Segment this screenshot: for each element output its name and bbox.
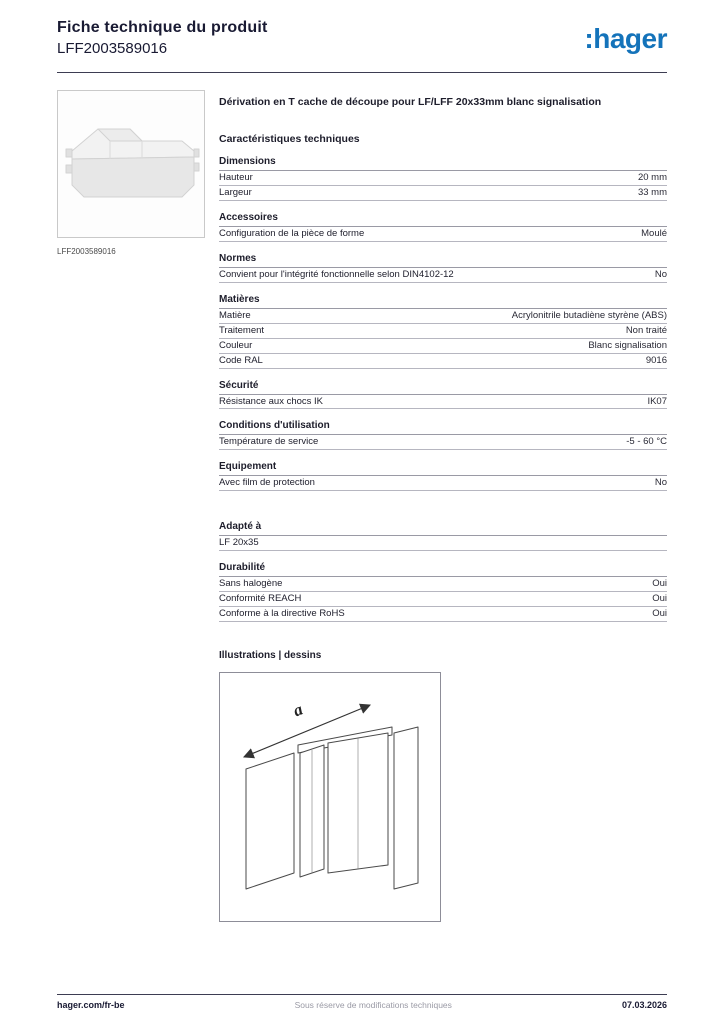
spec-row — [219, 592, 667, 607]
spec-section — [219, 253, 667, 283]
footer-divider — [57, 994, 667, 995]
section-heading: Matières — [219, 294, 667, 309]
spec-label: Largeur — [219, 187, 252, 199]
spec-row — [219, 227, 667, 242]
spec-value: 9016 — [645, 354, 667, 366]
spec-sections — [219, 156, 667, 622]
hager-logo: :hager — [584, 23, 667, 54]
footer-disclaimer: Sous réserve de modifications techniques — [294, 1000, 452, 1010]
spec-value: Oui — [652, 578, 667, 590]
header-divider — [57, 72, 667, 73]
spec-row — [219, 395, 667, 410]
spec-value: Acrylonitrile butadiène styrène (ABS) — [511, 309, 667, 321]
header-text — [57, 19, 268, 57]
spec-value: Oui — [652, 608, 667, 620]
dimension-drawing — [220, 673, 440, 921]
spec-value: 20 mm — [637, 172, 667, 184]
spec-label: Conformité REACH — [219, 593, 302, 605]
spec-row — [219, 577, 667, 592]
product-image-caption: LFF2003589016 — [57, 247, 116, 256]
spec-value: Blanc signalisation — [588, 339, 667, 351]
section-heading: Normes — [219, 253, 667, 268]
header — [57, 19, 667, 57]
section-heading: Equipement — [219, 461, 667, 476]
spec-label: Sans halogène — [219, 578, 283, 590]
spec-value: Oui — [652, 593, 667, 605]
spec-label: Code RAL — [219, 354, 263, 366]
spec-value — [657, 538, 667, 549]
specs-column — [219, 90, 667, 922]
spec-row — [219, 354, 667, 369]
spec-section — [219, 420, 667, 450]
spec-label: Conforme à la directive RoHS — [219, 608, 345, 620]
spec-value: -5 - 60 °C — [626, 436, 667, 448]
spec-row — [219, 324, 667, 339]
spec-label: Avec film de protection — [219, 477, 315, 489]
spec-label: Matière — [219, 309, 251, 321]
spec-label: Couleur — [219, 339, 253, 351]
content — [57, 90, 667, 922]
technical-drawing — [219, 672, 441, 922]
spec-label: Configuration de la pièce de forme — [219, 227, 365, 239]
left-column — [57, 90, 205, 922]
spec-section — [219, 461, 667, 491]
footer-date: 07.03.2026 — [621, 1000, 667, 1010]
spec-label: Traitement — [219, 324, 265, 336]
footer-website-link[interactable]: hager.com/fr-be — [57, 1000, 125, 1010]
section-heading: Durabilité — [219, 562, 667, 577]
product-title: Dérivation en T cache de découpe pour LF/LFF 20x33mm blanc signalisation — [219, 96, 602, 108]
spec-section — [219, 294, 667, 369]
spec-value: Moulé — [641, 227, 667, 239]
dimension-label: a — [290, 699, 306, 721]
spec-section — [219, 521, 667, 551]
spec-value: No — [654, 268, 667, 280]
spec-row — [219, 309, 667, 324]
section-heading: Adapté à — [219, 521, 667, 536]
page-title: Fiche technique du produit — [57, 19, 268, 36]
spec-label: Convient pour l'intégrité fonctionnelle selon DIN4102-12 — [219, 268, 454, 280]
spec-row — [219, 476, 667, 491]
spec-value: Non traité — [625, 324, 667, 336]
section-heading: Accessoires — [219, 212, 667, 227]
spec-value: IK07 — [647, 395, 667, 407]
spec-row — [219, 339, 667, 354]
illustrations-heading: Illustrations | dessins — [219, 649, 322, 661]
spec-section — [219, 212, 667, 242]
spec-row — [219, 171, 667, 186]
spec-section — [219, 562, 667, 622]
spec-row — [219, 186, 667, 201]
spec-label: Température de service — [219, 436, 319, 448]
spec-row — [219, 435, 667, 450]
spec-value: No — [654, 477, 667, 489]
section-heading: Dimensions — [219, 156, 667, 171]
spec-row — [219, 607, 667, 622]
spec-section — [219, 156, 667, 201]
spec-value: 33 mm — [637, 187, 667, 199]
product-render-illustration — [58, 91, 204, 237]
product-image — [57, 90, 205, 238]
footer — [57, 1000, 667, 1010]
characteristics-heading: Caractéristiques techniques — [219, 133, 360, 146]
t-piece-outline — [246, 727, 418, 889]
section-heading: Conditions d'utilisation — [219, 420, 667, 435]
section-heading: Sécurité — [219, 380, 667, 395]
spec-label: Résistance aux chocs IK — [219, 395, 324, 407]
spec-section — [219, 380, 667, 410]
spec-label: LF 20x35 — [219, 537, 259, 549]
spec-row — [219, 268, 667, 283]
spec-row — [219, 536, 667, 551]
spec-label: Hauteur — [219, 172, 253, 184]
product-reference: LFF2003589016 — [57, 40, 168, 57]
